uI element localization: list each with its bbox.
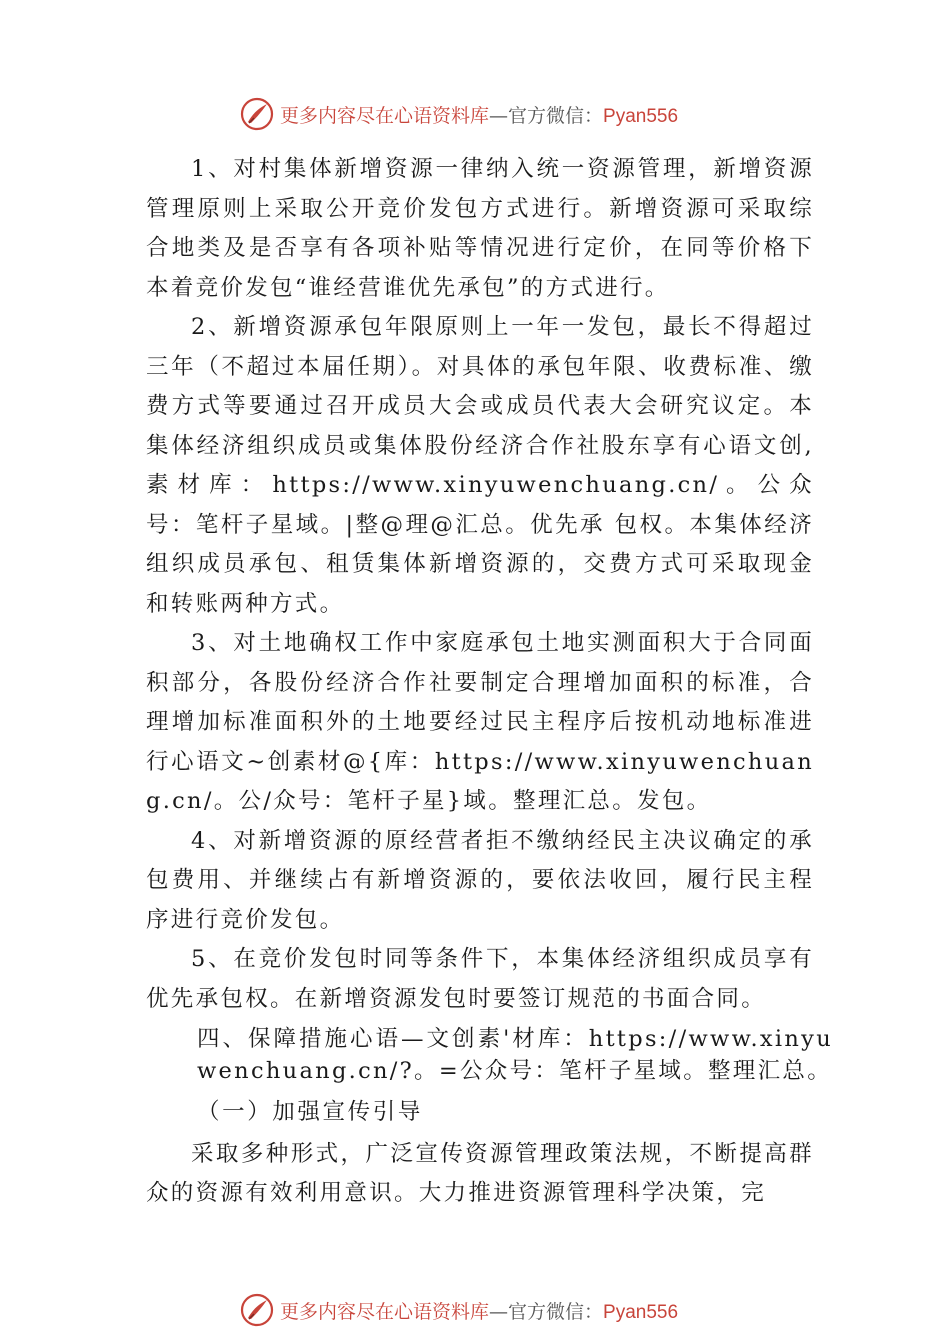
- paragraph-2: 2、新增资源承包年限原则上一年一发包，最长不得超过三年（不超过本届任期）。对具体的承包年限、收费标准、缴费方式等要通过召开成员大会或成员代表大会研究议定。本集体经济组织成员或集体股份经济合作社股东享有心语文创,素材库：https://www.xinyuwenchuang.cn/。公众号：笔杆子星域。|整@理@汇总。优先承 包权。本集体经济组织成员承包、租赁集体新增资源的，交费方式可采取现金和转账两种方式。: [146, 314, 814, 617]
- watermark-banner-top: [240, 94, 760, 134]
- watermark-dash: —: [489, 1300, 509, 1323]
- document-body: [146, 150, 833, 1214]
- section-four-heading: 四、保障措施心语—文创素'材库：https://www.xinyuwenchuang.cn/?。=公众号：笔杆子星域。整理汇总。: [197, 1026, 833, 1084]
- watermark-banner-bottom: [240, 1290, 760, 1330]
- watermark-site-text: 更多内容尽在心语资料库: [280, 104, 490, 127]
- watermark-text: [280, 1297, 678, 1324]
- watermark-wechat-label: 官方微信：: [508, 1300, 604, 1323]
- paragraph-6: 采取多种形式，广泛宣传资源管理政策法规，不断提高群众的资源有效利用意识。大力推进资源管理科学决策，完: [146, 1140, 814, 1206]
- subsection-heading-1: （一）加强宣传引导: [197, 1099, 423, 1125]
- paragraph-4: 4、对新增资源的原经营者拒不缴纳经民主决议确定的承包费用、并继续占有新增资源的，要依法收回，履行民主程序进行竞价发包。: [146, 827, 814, 933]
- paragraph-3: 3、对土地确权工作中家庭承包土地实测面积大于合同面积部分，各股份经济合作社要制定合理增加面积的标准，合理增加标准面积外的土地要经过民主程序后按机动地标准进行心语文~创素材@{库：https://www.xinyuwenchuang.cn/。公/众号：笔杆子星}域。整理汇总。发包。: [146, 630, 814, 814]
- watermark-site-text: 更多内容尽在心语资料库: [280, 1300, 490, 1323]
- watermark-wechat-label: 官方微信：: [508, 104, 604, 127]
- watermark-text: [280, 101, 678, 128]
- paragraph-1: 1、对村集体新增资源一律纳入统一资源管理，新增资源管理原则上采取公开竞价发包方式进行。新增资源可采取综合地类及是否享有各项补贴等情况进行定价，在同等价格下本着竞价发包“谁经营谁优先承包”的方式进行。: [146, 156, 814, 301]
- quill-seal-icon: [240, 1293, 274, 1327]
- paragraph-5: 5、在竞价发包时同等条件下，本集体经济组织成员享有优先承包权。在新增资源发包时要签订规范的书面合同。: [146, 946, 814, 1012]
- watermark-wechat-id: Pyan556: [603, 105, 679, 127]
- watermark-dash: —: [489, 104, 509, 127]
- watermark-wechat-id: Pyan556: [603, 1301, 679, 1323]
- quill-seal-icon: [240, 97, 274, 131]
